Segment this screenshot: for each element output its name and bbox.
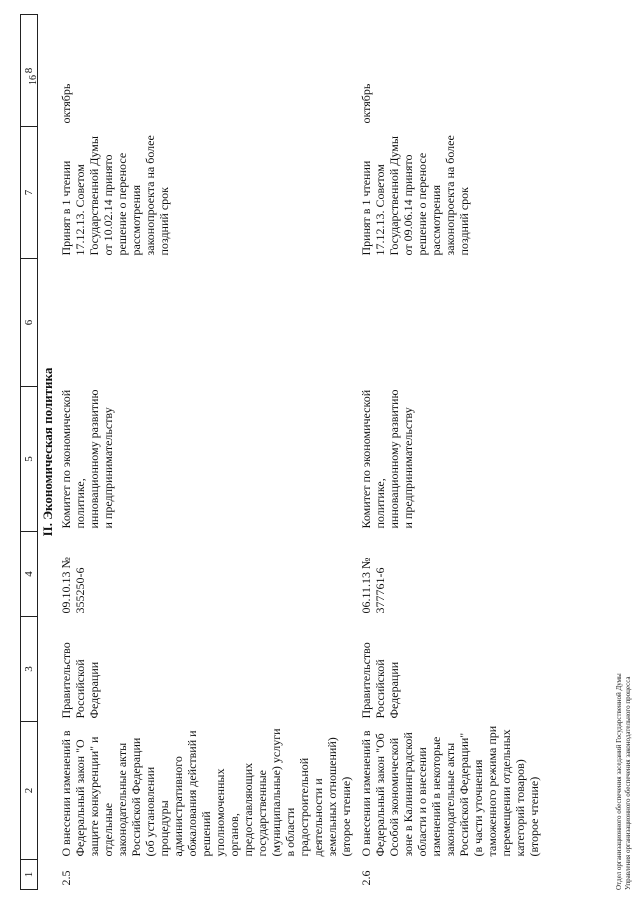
header-cell: 5 [21,387,38,532]
bill-status: Принят в 1 чтении 17.12.13. Советом Государственной Думы от 09.06.14 принято решение о переносе рассмотрения законопроекта на более поздний срок [359,135,471,256]
bill-author: Правительство Российской Федерации [359,642,401,719]
header-cell: 2 [21,722,38,860]
header-cell: 8 [21,15,38,127]
row-number: 2.6 [359,870,373,886]
bill-date-number: 09.10.13 № 355250-6 [59,557,87,614]
col6-cell [357,259,545,387]
table-row [57,15,357,890]
table-row [357,15,545,890]
bill-month: октябрь [359,83,373,124]
bill-title: О внесении изменений в Федеральный закон "Об Особой экономической зоне в Калининградской области и о внесении изменений в некоторые законодательные акты Российской Федерации" (в части уточнения таможенного режима при перемещении отдельных категорий товаров) (второе чтение) [359,725,541,857]
header-cell: 3 [21,617,38,722]
page-footer [615,673,632,890]
header-cell: 7 [21,127,38,259]
footer-line-2: Управления организационного обеспечения законодательного процесса [623,676,632,890]
bill-date-number: 06.11.13 № 377761-6 [359,557,387,614]
header-cell: 4 [21,532,38,617]
col6-cell [57,259,357,387]
bill-month: октябрь [59,83,73,124]
bill-committee: Комитет по экономической политике, инновационному развитию и предпринимательству [359,389,415,529]
bill-author: Правительство Российской Федерации [59,642,101,719]
bill-status: Принят в 1 чтении 17.12.13. Советом Государственной Думы от 10.02.14 принято решение о переносе рассмотрения законопроекта на более поздний срок [59,135,171,256]
row-number: 2.5 [59,870,73,886]
column-number-header [21,15,38,890]
header-cell: 6 [21,259,38,387]
footer-line-1: Отдел организационного обеспечения заседаний Государственной Думы [615,673,623,890]
bills-table [20,14,545,890]
section-row [38,15,58,890]
section-title: II. Экономическая политика [40,367,55,537]
bill-committee: Комитет по экономической политике, инновационному развитию и предпринимательству [59,389,115,529]
page-number: 16 [28,75,39,85]
bill-title: О внесении изменений в Федеральный закон "О защите конкуренции" и отдельные законодательные акты Российской Федерации (об установлении процедуры административного обжалования действий и решений уполномоченных органов, предоставляющих государственные (муниципальные) услуги в области градостроительной деятельности и земельных отношений) (второе чтение) [59,728,353,857]
header-cell: 1 [21,860,38,890]
